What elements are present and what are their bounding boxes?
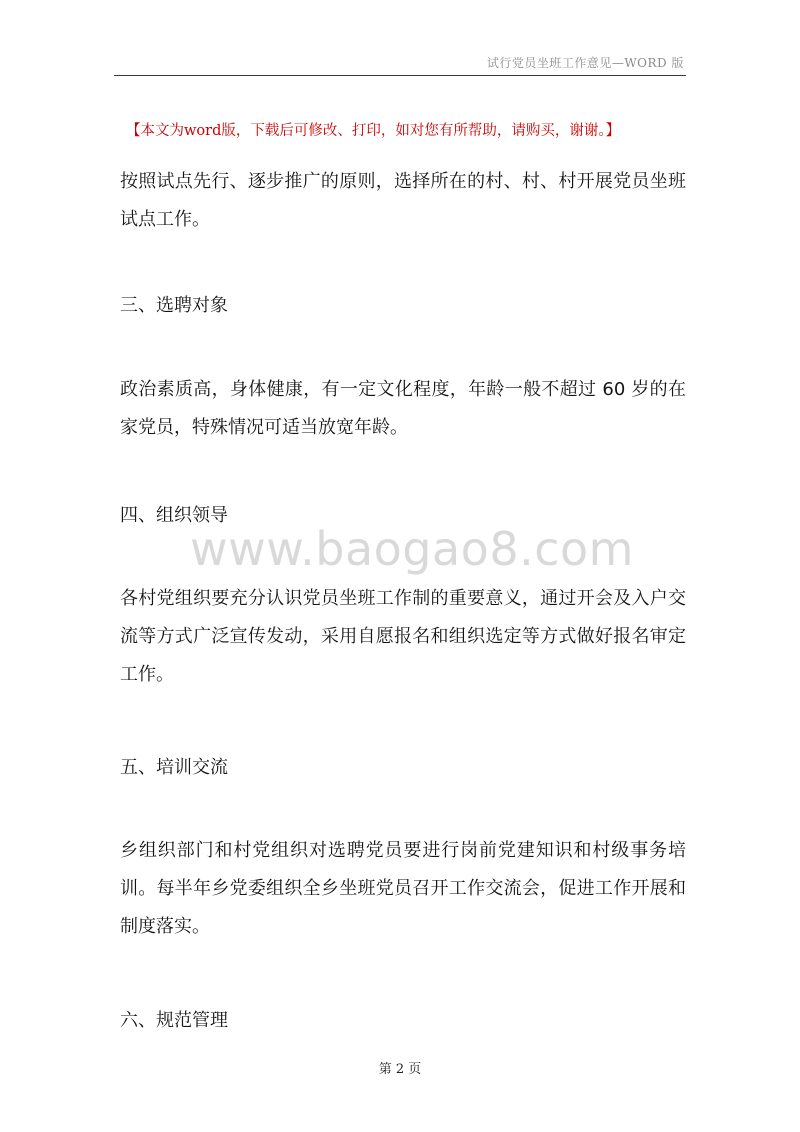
watermark: www.baogao8.com bbox=[190, 522, 634, 576]
running-header: 试行党员坐班工作意见—WORD 版 bbox=[486, 56, 684, 70]
section-heading-selection: 三、选聘对象 bbox=[120, 295, 228, 316]
paragraph-leadership: 各村党组织要充分认识党员坐班工作制的重要意义，通过开会及入户交流等方式广泛宣传发动，采用自愿报名和组织选定等方式做好报名审定工作。 bbox=[120, 588, 686, 685]
purchase-notice: 【本文为word版，下载后可修改、打印，如对您有所帮助，请购买，谢谢。】 bbox=[126, 123, 621, 139]
paragraph-selection: 政治素质高，身体健康，有一定文化程度，年龄一般不超过 60 岁的在家党员，特殊情况可适当放宽年龄。 bbox=[120, 379, 686, 438]
paragraph-training: 乡组织部门和村党组织对选聘党员要进行岗前党建知识和村级事务培训。每半年乡党委组织全乡坐班党员召开工作交流会，促进工作开展和制度落实。 bbox=[120, 840, 686, 937]
page-number: 第 2 页 bbox=[378, 1062, 422, 1077]
section-heading-training: 五、培训交流 bbox=[120, 757, 228, 778]
paragraph-pilot: 按照试点先行、逐步推广的原则，选择所在的村、村、村开展党员坐班试点工作。 bbox=[120, 171, 686, 230]
section-heading-management: 六、规范管理 bbox=[120, 1010, 228, 1031]
header-divider bbox=[114, 75, 686, 76]
section-heading-leadership: 四、组织领导 bbox=[120, 505, 228, 526]
